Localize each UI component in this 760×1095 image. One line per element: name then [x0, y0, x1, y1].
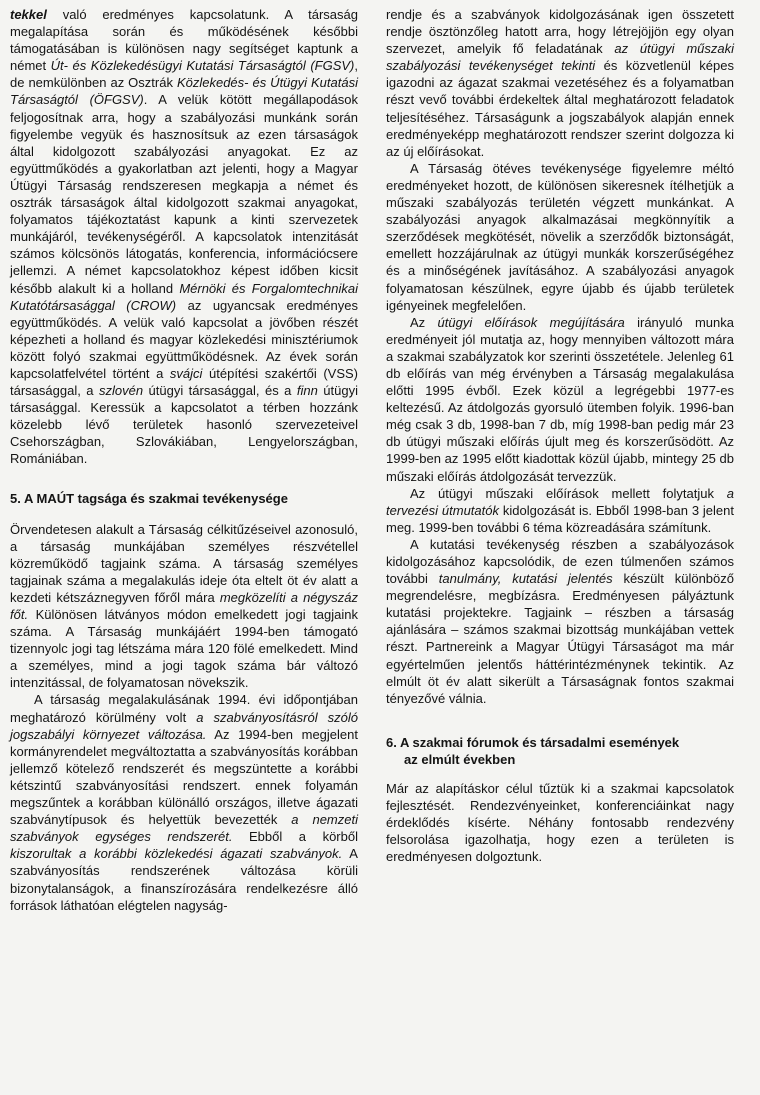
text-run: Az útügyi műszaki előírások mellett folytatjuk [410, 485, 727, 501]
text-run: kidolgozását is. Ebből 1998-ban 3 jelent meg. 1999-ben további 6 téma közreadására számítunk. [386, 502, 734, 535]
paragraph [386, 780, 734, 865]
text-run: kiszorultak a korábbi közlekedési ágazati szabványok. [10, 846, 343, 862]
text-run: és közvetlenül képes igazodni az ágazat szakmai vezetéséhez és a folyamatban részt vevő további érdekeltek által meghatározott feladatok teljesítéséhez. Társaságunk a jogszabályok alapján ennek eredményeképp meghatározott rendszer szerint dolgozza ki az új előírásokat. [386, 58, 734, 159]
text-run: útépítési szakértői (VSS) társasággal, a [10, 365, 358, 399]
paragraph [386, 536, 734, 707]
text-run: A kutatási tevékenység részben a szabályozások kidolgozásához kapcsolódik, de ezen túlmenően számos további [386, 536, 734, 587]
text-run: Út- és Közlekedésügyi Kutatási Társaságtól (FGSV) [50, 58, 355, 74]
text-run: Mérnöki és Forgalomtechnikai Kutatótársasággal (CROW) [10, 280, 358, 313]
paragraph [386, 314, 734, 485]
text-run: szlovén [98, 383, 144, 399]
text-run: Már az alapításkor célul tűztük ki a szakmai kapcsolatok fejlesztését. Rendezvényeinket, konferenciáinkat nagy érdeklődés kísérte. Néhány fontosabb rendezvény felsorolása igazolhatja, hogy ezen a területen is eredményesen dolgoztunk. [386, 780, 734, 865]
heading-line-1: 6. A szakmai fórumok és társadalmi események [386, 734, 680, 750]
text-run: tanulmány, kutatási jelentés [438, 571, 613, 587]
text-run: a nemzeti szabványok egységes rendszerét. [10, 812, 358, 845]
right-column [386, 6, 734, 1095]
text-run: Az [410, 314, 438, 330]
text-run: az útügyi műszaki szabályozási tevékenységet tekinti [386, 41, 734, 74]
paragraph [386, 6, 734, 160]
text-run: Örvendetesen alakult a Társaság célkitűzéseivel azonosuló, a társaság munkájában személyes részvétellel közreműködő tagjaink száma. A társaság személyes tagjainak száma a megalakulás ideje óta eltelt öt év alatt a kezdeti kétszáznegyven főről mára [10, 521, 358, 605]
paragraph [386, 485, 734, 536]
text-run: a tervezési útmutatók [386, 485, 734, 518]
text-run: Az 1994-ben megjelent kormányrendelet megváltoztatta a szabványosítás korábban jellemző kötelező rendszerét és megszüntette a korábbi kétszintű szabványosítási rendszert. ennek folyamán megszűntek a korábban különálló országos, illetve ágazati szabványtípusok és helyettük bevezették [10, 726, 358, 828]
paragraph [10, 6, 358, 468]
text-run: . A velük kötött megállapodások feljogosítnak arra, hogy a szabályozási munkánk során figyelembe vegyük és hasznosítsuk az ezen társaságok által kidolgozott szabályozási anyagokat. Ez az együttműködés a gyakorlatban azt jelenti, hogy a Magyar Útügyi Társaság rendszeresen megkapja a német és osztrák társaságok által kidolgozott szakmai anyagokat, folyamatos tájékoztatást kapunk a kinti szervezetek munkájáról, tevékenységéről. A kapcsolatok intenzitását számos kölcsönös látogatás, konferencia, információcsere jellemzi. A német kapcsolatokhoz képest időben kicsit később alakult ki a holland [10, 92, 358, 296]
text-run: a szabványosításról szóló jogszabályi környezet változása. [10, 709, 358, 742]
heading-line-2: az elmúlt években [404, 751, 516, 767]
text-run: , de nemkülönben az Osztrák [10, 58, 359, 91]
text-run: megközelíti a négyszáz főt. [10, 589, 358, 622]
text-run: az ugyancsak eredményes együttműködés. A velük való kapcsolat a jövőben részét képezheti a holland és magyar közlekedési minisztériumok között folyó szakmai együttműködésnek. Az évek során kapcsolatfelvétel történt a [10, 297, 358, 381]
paragraph [10, 691, 358, 913]
text-run: A Társaság ötéves tevékenysége figyelemre méltó eredményeket hozott, de különösen sikeresnek ítélhetjük a műszaki szabályozás területén végzett munkánkat. A szabályozási anyagok alkalmazásai megkönnyítik a szerződések megkötését, növelik a szerződők biztonságát, emellett hozzájárulnak az útügyi munkák korszerűségéhez és a minőségének javításához. A szabályozási anyagok folyamatosan készülnek, egyre újabb és újabb területek igényeinek megfelelően. [386, 160, 734, 313]
text-run: Ebből a körből [232, 829, 358, 845]
section-heading-5: 5. A MAÚT tagsága és szakmai tevékenysége [10, 490, 288, 506]
text-run: való eredményes kapcsolatunk. A társaság megalapítása során és működésének későbbi támogatásában is különösen nagy segítséget kaptunk a német [10, 7, 358, 74]
section-heading-6 [386, 734, 734, 768]
text-run: A szabványosítás rendszerének változása körüli bizonytalanságok, a finanszírozására rendelkezésre álló források láthatóan elégtelen nagyság- [10, 846, 358, 913]
text-run: rendje és a szabványok kidolgozásának igen összetett rendje ösztönzőleg hatott arra, hogy létrejöjjön egy olyan szervezet, amelyik fő feladatának [386, 7, 734, 57]
text-run: A társaság megalakulásának 1994. évi időpontjában meghatározó körülmény volt [10, 692, 358, 725]
text-run: irányuló munka eredményeit jól mutatja az, hogy mennyiben változott mára a szakmai szabályzatok kor szerinti összetétele. Jelenleg 61 db előírás van még érvényben a Társaság megalakulása előtti 1995 évből. Ezek közül a legrégebbi 1977-es keltezésű. Az átdolgozás gyorsuló ütemben folyik. 1996-ban még csak 3 db, 1998-ban 7 db, míg 1998-ban pedig már 23 db útügyi műszaki előírás újult meg és korszerűsödött. Az 1999-ben az 1995 előtt kiadottak közül újabb, mintegy 25 db műszaki előírás átdolgozását tervezzük. [386, 314, 734, 484]
text-run: tekkel [10, 7, 47, 22]
text-run: Különösen látványos módon emelkedett jogi tagjaink száma. A Társaság munkájáért 1994-ben támogató tizennyolc jogi tag létszáma mára 120 fölé emelkedett. Mind a személyes, mind a jogi tagok száma bár változó intenzitással, de folyamatosan növekszik. [10, 607, 358, 691]
left-column [10, 6, 358, 1095]
text-run: készült különböző megrendelésre, megbízásra. Eredményesen pályáztunk kutatási projektekre. Tagjaink – részben a társaság ajánlására – számos szakmai bizottság munkájában vettek részt. Partnereink a Magyar Útügyi Társaságot ma már egyértelműen jelentős háttérintézménynek tekintik. Az elmúlt öt év alatt sikerült a Társaságnak fontos szakmai tényezővé válnia. [386, 571, 734, 706]
text-run: útügyi társasággal, és a [143, 383, 297, 399]
paragraph [10, 521, 358, 692]
text-run: svájci [169, 365, 203, 381]
text-run: Közlekedés- és Útügyi Kutatási Társaságtól (ÖFGSV) [10, 75, 358, 108]
text-run: útügyi társasággal. Keressük a kapcsolatot a térben hozzánk közelebb lévő területek hasonló szervezeteivel Csehországban, Szlovákiában, Lengyelországban, Romániában. [10, 383, 358, 467]
text-run: útügyi előírások megújítására [437, 314, 625, 330]
paragraph [386, 160, 734, 314]
text-run: finn [296, 383, 318, 399]
